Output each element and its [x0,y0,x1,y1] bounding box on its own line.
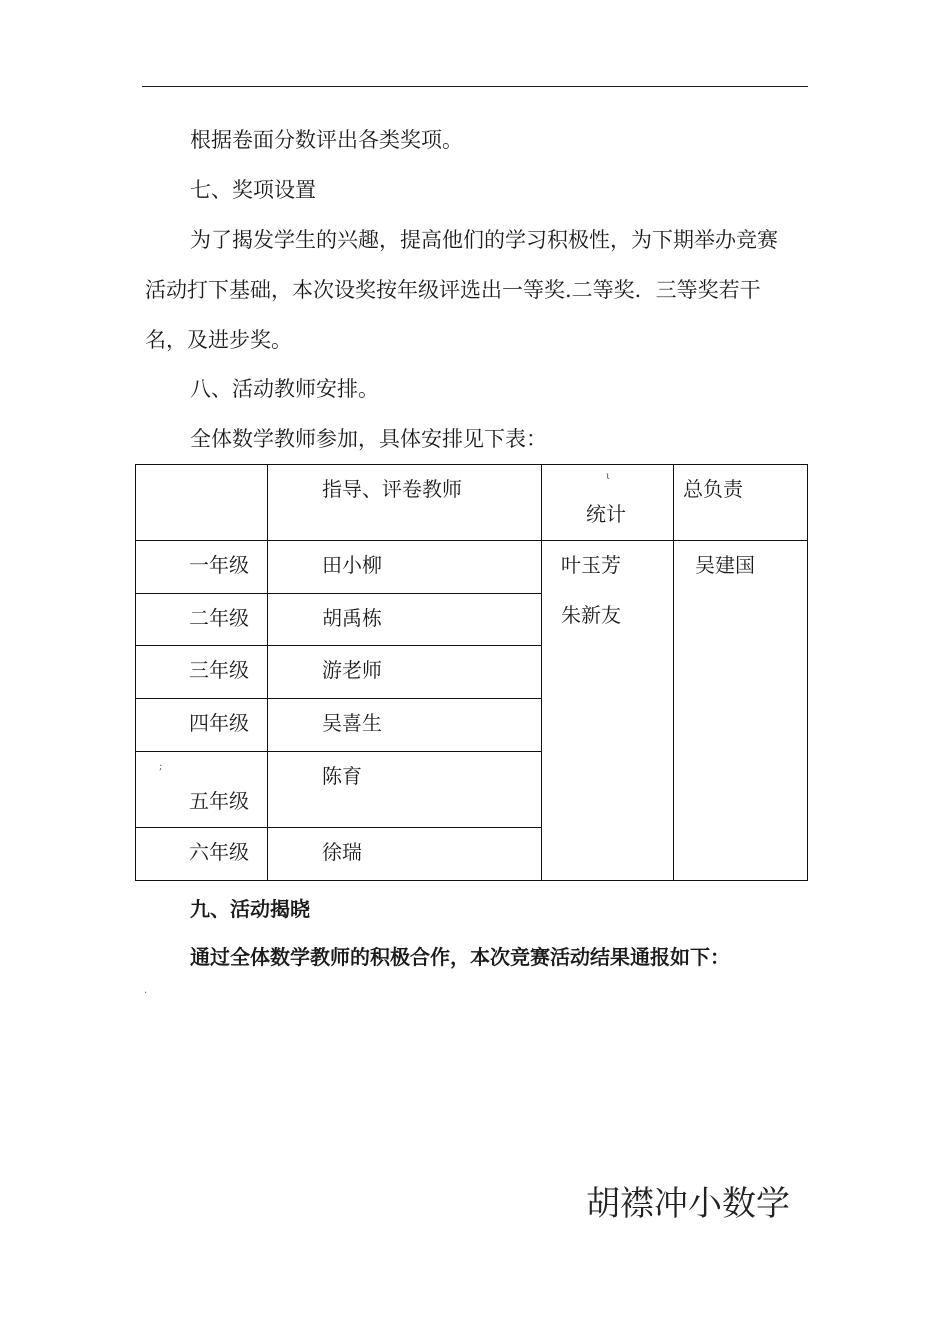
table-row-divider [135,698,542,699]
table-border-left [135,464,136,881]
table-border-bottom [135,880,808,881]
grade-teacher: 陈育 [322,764,362,788]
table-row-divider [135,827,542,828]
grade-label: 三年级 [189,658,249,682]
teacher-arrangement-table [135,464,808,881]
paragraph-awards-line-3: 名，及进步奖。 [145,328,292,352]
table-row-divider [135,593,542,594]
grade-label: 五年级 [189,789,249,813]
table-row-divider [135,751,542,752]
header-guidance-teachers: 指导、评卷教师 [322,477,462,501]
table-header-divider [135,540,808,541]
header-statistics: 统计 [586,502,626,526]
section-9-text: 通过全体数学教师的积极合作，本次竞赛活动结果通报如下： [190,945,730,969]
in-charge-teacher: 吴建国 [695,553,755,577]
table-col-divider-3 [673,464,674,881]
grade-label: 一年级 [189,553,249,577]
statistics-teacher: 朱新友 [561,603,621,627]
grade-teacher: 胡禹栋 [322,606,382,630]
header-rule [142,86,808,87]
stray-dot: . [144,985,148,996]
table-row-divider [135,645,542,646]
grade-label: 二年级 [189,606,249,630]
paragraph-awards-line-1: 为了揭发学生的兴趣，提高他们的学习积极性，为下期举办竞赛 [190,228,778,252]
statistics-teacher: 叶玉芳 [561,553,621,577]
paragraph-table-intro: 全体数学教师参加，具体安排见下表： [190,427,547,451]
grade-teacher: 吴喜生 [322,711,382,735]
paragraph-award-basis: 根据卷面分数评出各类奖项。 [190,128,463,152]
section-9-heading: 九、活动揭晓 [190,897,310,921]
header-stray-mark: ι [606,471,610,482]
paragraph-awards-line-2: 活动打下基础，本次设奖按年级评选出一等奖.二等奖．三等奖若干 [145,278,761,302]
grade-teacher: 游老师 [322,658,382,682]
header-in-charge: 总负责 [683,477,743,501]
table-col-divider-1 [267,464,268,881]
section-7-heading: 七、奖项设置 [190,178,316,202]
table-border-right [807,464,808,881]
table-col-divider-2 [541,464,542,881]
grade-teacher: 田小柳 [322,553,382,577]
footer-school-name: 胡襟冲小数学 [586,1184,790,1224]
table-border-top [135,464,808,465]
row-stray-mark: ; [159,761,163,772]
section-8-heading: 八、活动教师安排。 [190,377,379,401]
grade-label: 六年级 [189,840,249,864]
grade-teacher: 徐瑞 [322,840,362,864]
grade-label: 四年级 [189,711,249,735]
